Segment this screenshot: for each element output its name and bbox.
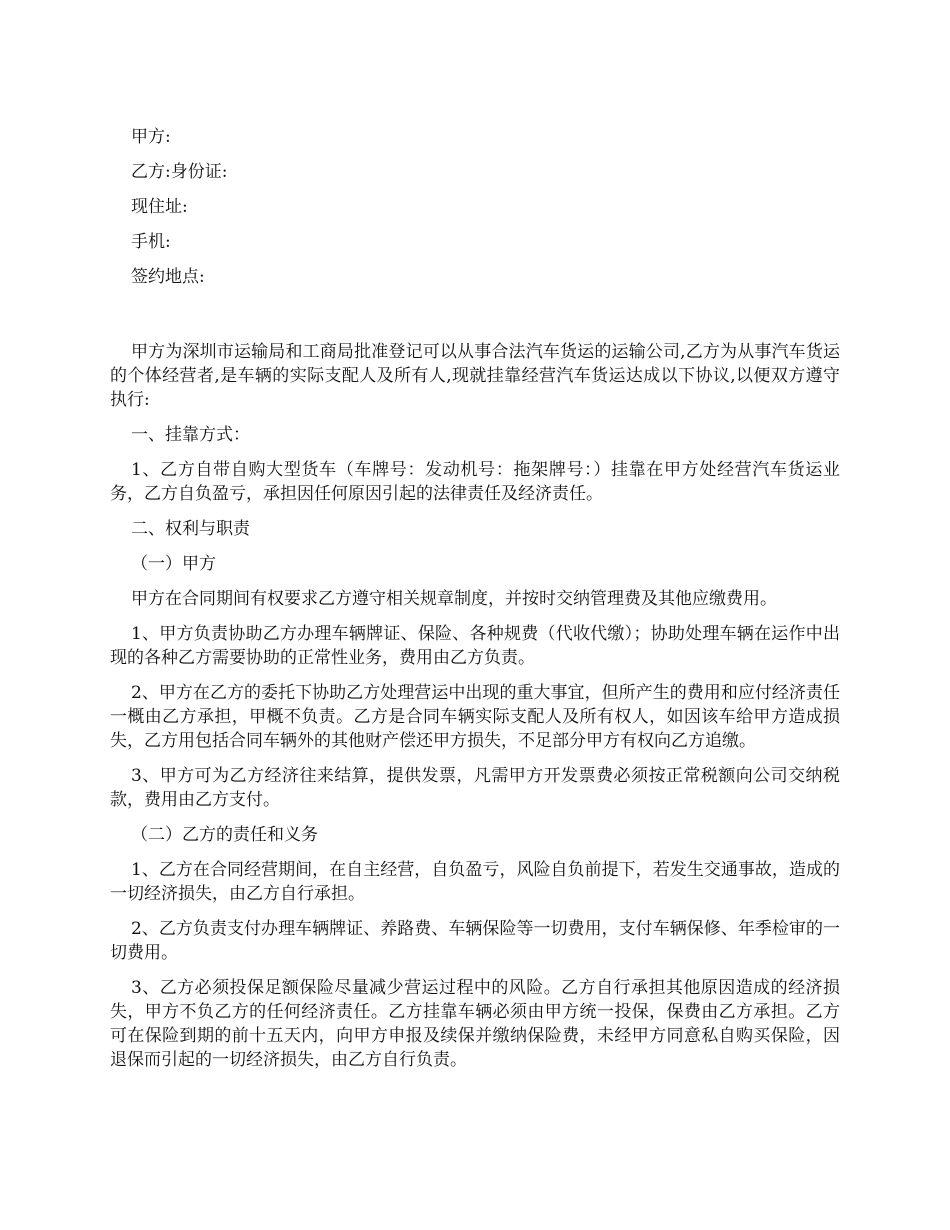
phone-field: 手机:	[131, 232, 171, 252]
party-b-id-field: 乙方:身份证:	[131, 162, 228, 182]
clause-paragraph: 3、乙方必须投保足额保险尽量减少营运过程中的风险。乙方自行承担其他原因造成的经济损失，甲方不负乙方的任何经济责任。乙方挂靠车辆必须由甲方统一投保，保费由乙方承担。乙方可在保险到期的前十五天内，向甲方申报及续保并缴纳保险费，未经甲方同意私自购买保险，因退保而引起的一切经济损失，由乙方自行负责。	[110, 978, 840, 1070]
address-field: 现住址:	[131, 197, 188, 217]
clause-paragraph: 2、乙方负责支付办理车辆牌证、养路费、车辆保险等一切费用，支付车辆保修、年季检审的一切费用。	[110, 919, 840, 963]
clause-paragraph: 甲方在合同期间有权要求乙方遵守相关规章制度，并按时交纳管理费及其他应缴费用。	[131, 589, 777, 609]
subsection-heading-party-b: （二）乙方的责任和义务	[131, 825, 318, 845]
clause-paragraph: 3、甲方可为乙方经济往来结算，提供发票，凡需甲方开发票费必须按正常税额向公司交纳税款，费用由乙方支付。	[110, 766, 840, 810]
contract-body	[110, 340, 840, 1083]
clause-paragraph: 1、乙方自带自购大型货车（车牌号：发动机号：拖架牌号：）挂靠在甲方处经营汽车货运业务，乙方自负盈亏，承担因任何原因引起的法律责任及经济责任。	[110, 460, 840, 504]
sign-place-field: 签约地点:	[131, 267, 205, 287]
party-a-field: 甲方:	[131, 127, 171, 147]
contract-header-fields	[131, 125, 831, 300]
clause-paragraph: 1、乙方在合同经营期间，在自主经营，自负盈亏，风险自负前提下，若发生交通事故，造成的一切经济损失，由乙方自行承担。	[110, 860, 840, 904]
intro-paragraph: 甲方为深圳市运输局和工商局批准登记可以从事合法汽车货运的运输公司,乙方为从事汽车货运的个体经营者,是车辆的实际支配人及所有人,现就挂靠经营汽车货运达成以下协议,以便双方遵守执行:	[110, 342, 840, 410]
section-heading-affiliation: 一、挂靠方式：	[131, 425, 250, 445]
clause-paragraph: 1、甲方负责协助乙方办理车辆牌证、保险、各种规费（代收代缴）；协助处理车辆在运作中出现的各种乙方需要协助的正常性业务，费用由乙方负责。	[110, 624, 840, 668]
clause-paragraph: 2、甲方在乙方的委托下协助乙方处理营运中出现的重大事宜，但所产生的费用和应付经济责任一概由乙方承担，甲概不负责。乙方是合同车辆实际支配人及所有权人，如因该车给甲方造成损失，乙方用包括合同车辆外的其他财产偿还甲方损失，不足部分甲方有权向乙方追缴。	[110, 683, 840, 751]
section-heading-rights: 二、权利与职责	[131, 519, 250, 539]
subsection-heading-party-a: （一）甲方	[131, 554, 216, 574]
